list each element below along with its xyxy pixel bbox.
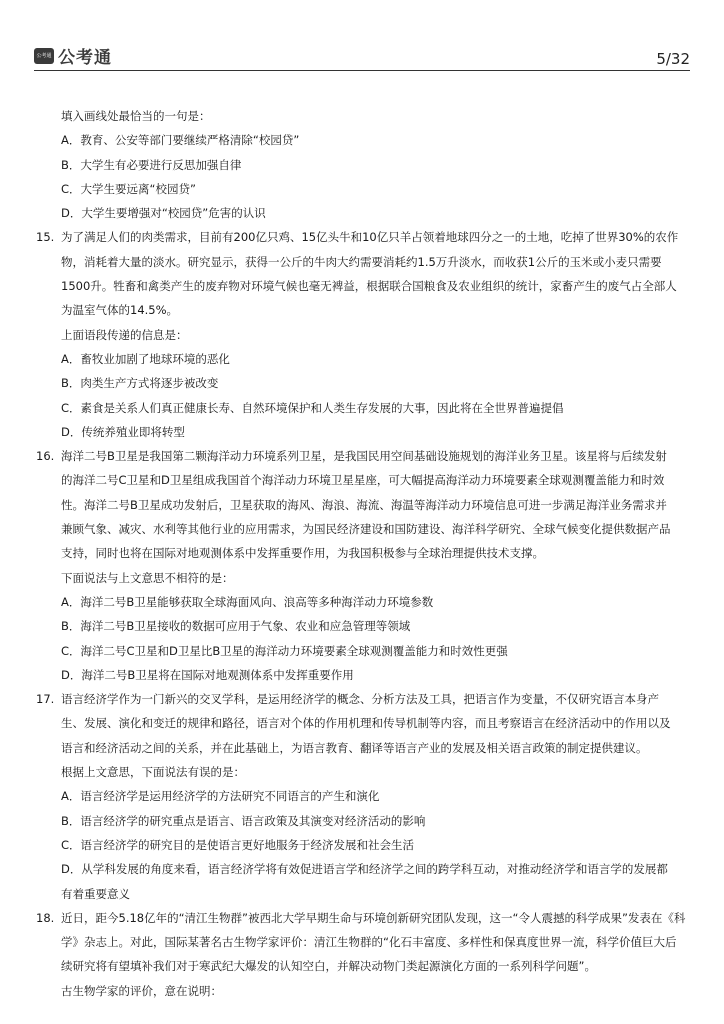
- brand-logo: [34, 43, 112, 68]
- question-number: 17.: [36, 692, 55, 707]
- question-18: [0, 906, 724, 1003]
- page-number: 5/32: [656, 50, 690, 68]
- passage-line: 1500升。牲畜和禽类产生的废弃物对环境气候也毫无裨益，根据联合国粮食及农业组织的统计，家畜产生的废气占全部人: [61, 279, 677, 294]
- option-d: D．传统养殖业即将转型: [61, 424, 185, 439]
- question-15: [0, 225, 724, 444]
- question-number: 16.: [36, 449, 55, 464]
- option-c: C．语言经济学的研究目的是使语言更好地服务于经济发展和社会生活: [61, 837, 415, 852]
- option-b: B．语言经济学的研究重点是语言、语言政策及其演变对经济活动的影响: [61, 813, 426, 828]
- passage-line: 语言经济学作为一门新兴的交叉学科，是运用经济学的概念、分析方法及工具，把语言作为变量，不仅研究语言本身产: [61, 692, 659, 707]
- option-d-continued: 有着重要意义: [61, 886, 130, 901]
- question-stem: 古生物学家的评价，意在说明：: [61, 983, 222, 998]
- option-d: D．大学生要增强对“校园贷”危害的认识: [61, 206, 266, 221]
- passage-line: 海洋二号B卫星是我国第二颗海洋动力环境系列卫星，是我国民用空间基础设施规划的海洋业务卫星。该星将与后续发射: [61, 449, 667, 464]
- question-stem: 下面说法与上文意思不相符的是：: [61, 570, 234, 585]
- question-16: [0, 444, 724, 687]
- option-d: D．从学科发展的角度来看，语言经济学将有效促进语言学和经济学之间的跨学科互动，对推动经济学和语言学的发展都: [61, 862, 668, 877]
- option-a: A．语言经济学是运用经济学的方法研究不同语言的产生和演化: [61, 789, 380, 804]
- question-14: [0, 104, 724, 225]
- question-stem: 上面语段传递的信息是：: [61, 327, 188, 342]
- question-number: 18.: [36, 910, 55, 925]
- page-header: [0, 0, 724, 72]
- passage-line: 为温室气体的14.5%。: [61, 303, 179, 318]
- passage-line: 性。海洋二号B卫星成功发射后，卫星获取的海风、海浪、海流、海温等海洋动力环境信息可进一步满足海洋业务需求并: [61, 497, 667, 512]
- passage-line: 学》杂志上。对此，国际某著名古生物学家评价：清江生物群的“化石丰富度、多样性和保真度世界一流，科学价值巨大后: [61, 935, 677, 950]
- option-a: A．教育、公安等部门要继续严格清除“校园贷”: [61, 133, 300, 148]
- option-c: C．素食是关系人们真正健康长寿、自然环境保护和人类生存发展的大事，因此将在全世界普遍提倡: [61, 400, 564, 415]
- passage-line: 语言和经济活动之间的关系，并在此基础上，为语言教育、翻译等语言产业的发展及相关语言政策的制定提供建议。: [61, 740, 648, 755]
- option-b: B．海洋二号B卫星接收的数据可应用于气象、农业和应急管理等领域: [61, 619, 411, 634]
- question-stem: 根据上文意思，下面说法有误的是：: [61, 765, 245, 780]
- option-b: B．大学生有必要进行反思加强自律: [61, 157, 242, 172]
- option-a: A．海洋二号B卫星能够获取全球海面风向、浪高等多种海洋动力环境参数: [61, 594, 434, 609]
- question-number: 15.: [36, 230, 55, 245]
- passage-line: 物，消耗着大量的淡水。研究显示，获得一公斤的牛肉大约需要消耗约1.5万升淡水，而收获1公斤的玉米或小麦只需要: [61, 254, 662, 269]
- passage-line: 为了满足人们的肉类需求，目前有200亿只鸡、15亿头牛和10亿只羊占领着地球四分之一的土地，吃掉了世界30%的农作: [61, 230, 679, 245]
- passage-line: 近日，距今5.18亿年的“清江生物群”被西北大学早期生命与环境创新研究团队发现，这一“令人震撼的科学成果”发表在《科: [61, 910, 686, 925]
- logo-badge-icon: 公考通: [34, 48, 54, 64]
- option-b: B．肉类生产方式将逐步被改变: [61, 376, 219, 391]
- option-a: A．畜牧业加剧了地球环境的恶化: [61, 351, 230, 366]
- option-d: D．海洋二号B卫星将在国际对地观测体系中发挥重要作用: [61, 667, 354, 682]
- header-divider: [34, 70, 690, 71]
- document-body: [0, 104, 724, 1003]
- passage-line: 的海洋二号C卫星和D卫星组成我国首个海洋动力环境卫星星座，可大幅提高海洋动力环境要素全球观测覆盖能力和时效: [61, 473, 665, 488]
- passage-line: 续研究将有望填补我们对于寒武纪大爆发的认知空白，并解决动物门类起源演化方面的一系列科学问题”。: [61, 959, 596, 974]
- option-c: C．海洋二号C卫星和D卫星比B卫星的海洋动力环境要素全球观测覆盖能力和时效性更强: [61, 643, 508, 658]
- passage-line: 生、发展、演化和变迁的规律和路径，语言对个体的作用机理和传导机制等内容，而且考察语言在经济活动中的作用以及: [61, 716, 671, 731]
- question-stem: 填入画线处最恰当的一句是：: [61, 109, 211, 123]
- passage-line: 兼顾气象、减灾、水利等其他行业的应用需求，为国民经济建设和国防建设、海洋科学研究、全球气候变化提供数据产品: [61, 522, 671, 537]
- logo-text: 公考通: [58, 48, 112, 68]
- passage-line: 支持，同时也将在国际对地观测体系中发挥重要作用，为我国积极参与全球治理提供技术支撑。: [61, 546, 544, 561]
- option-c: C．大学生要远离“校园贷”: [61, 181, 196, 196]
- question-17: [0, 687, 724, 906]
